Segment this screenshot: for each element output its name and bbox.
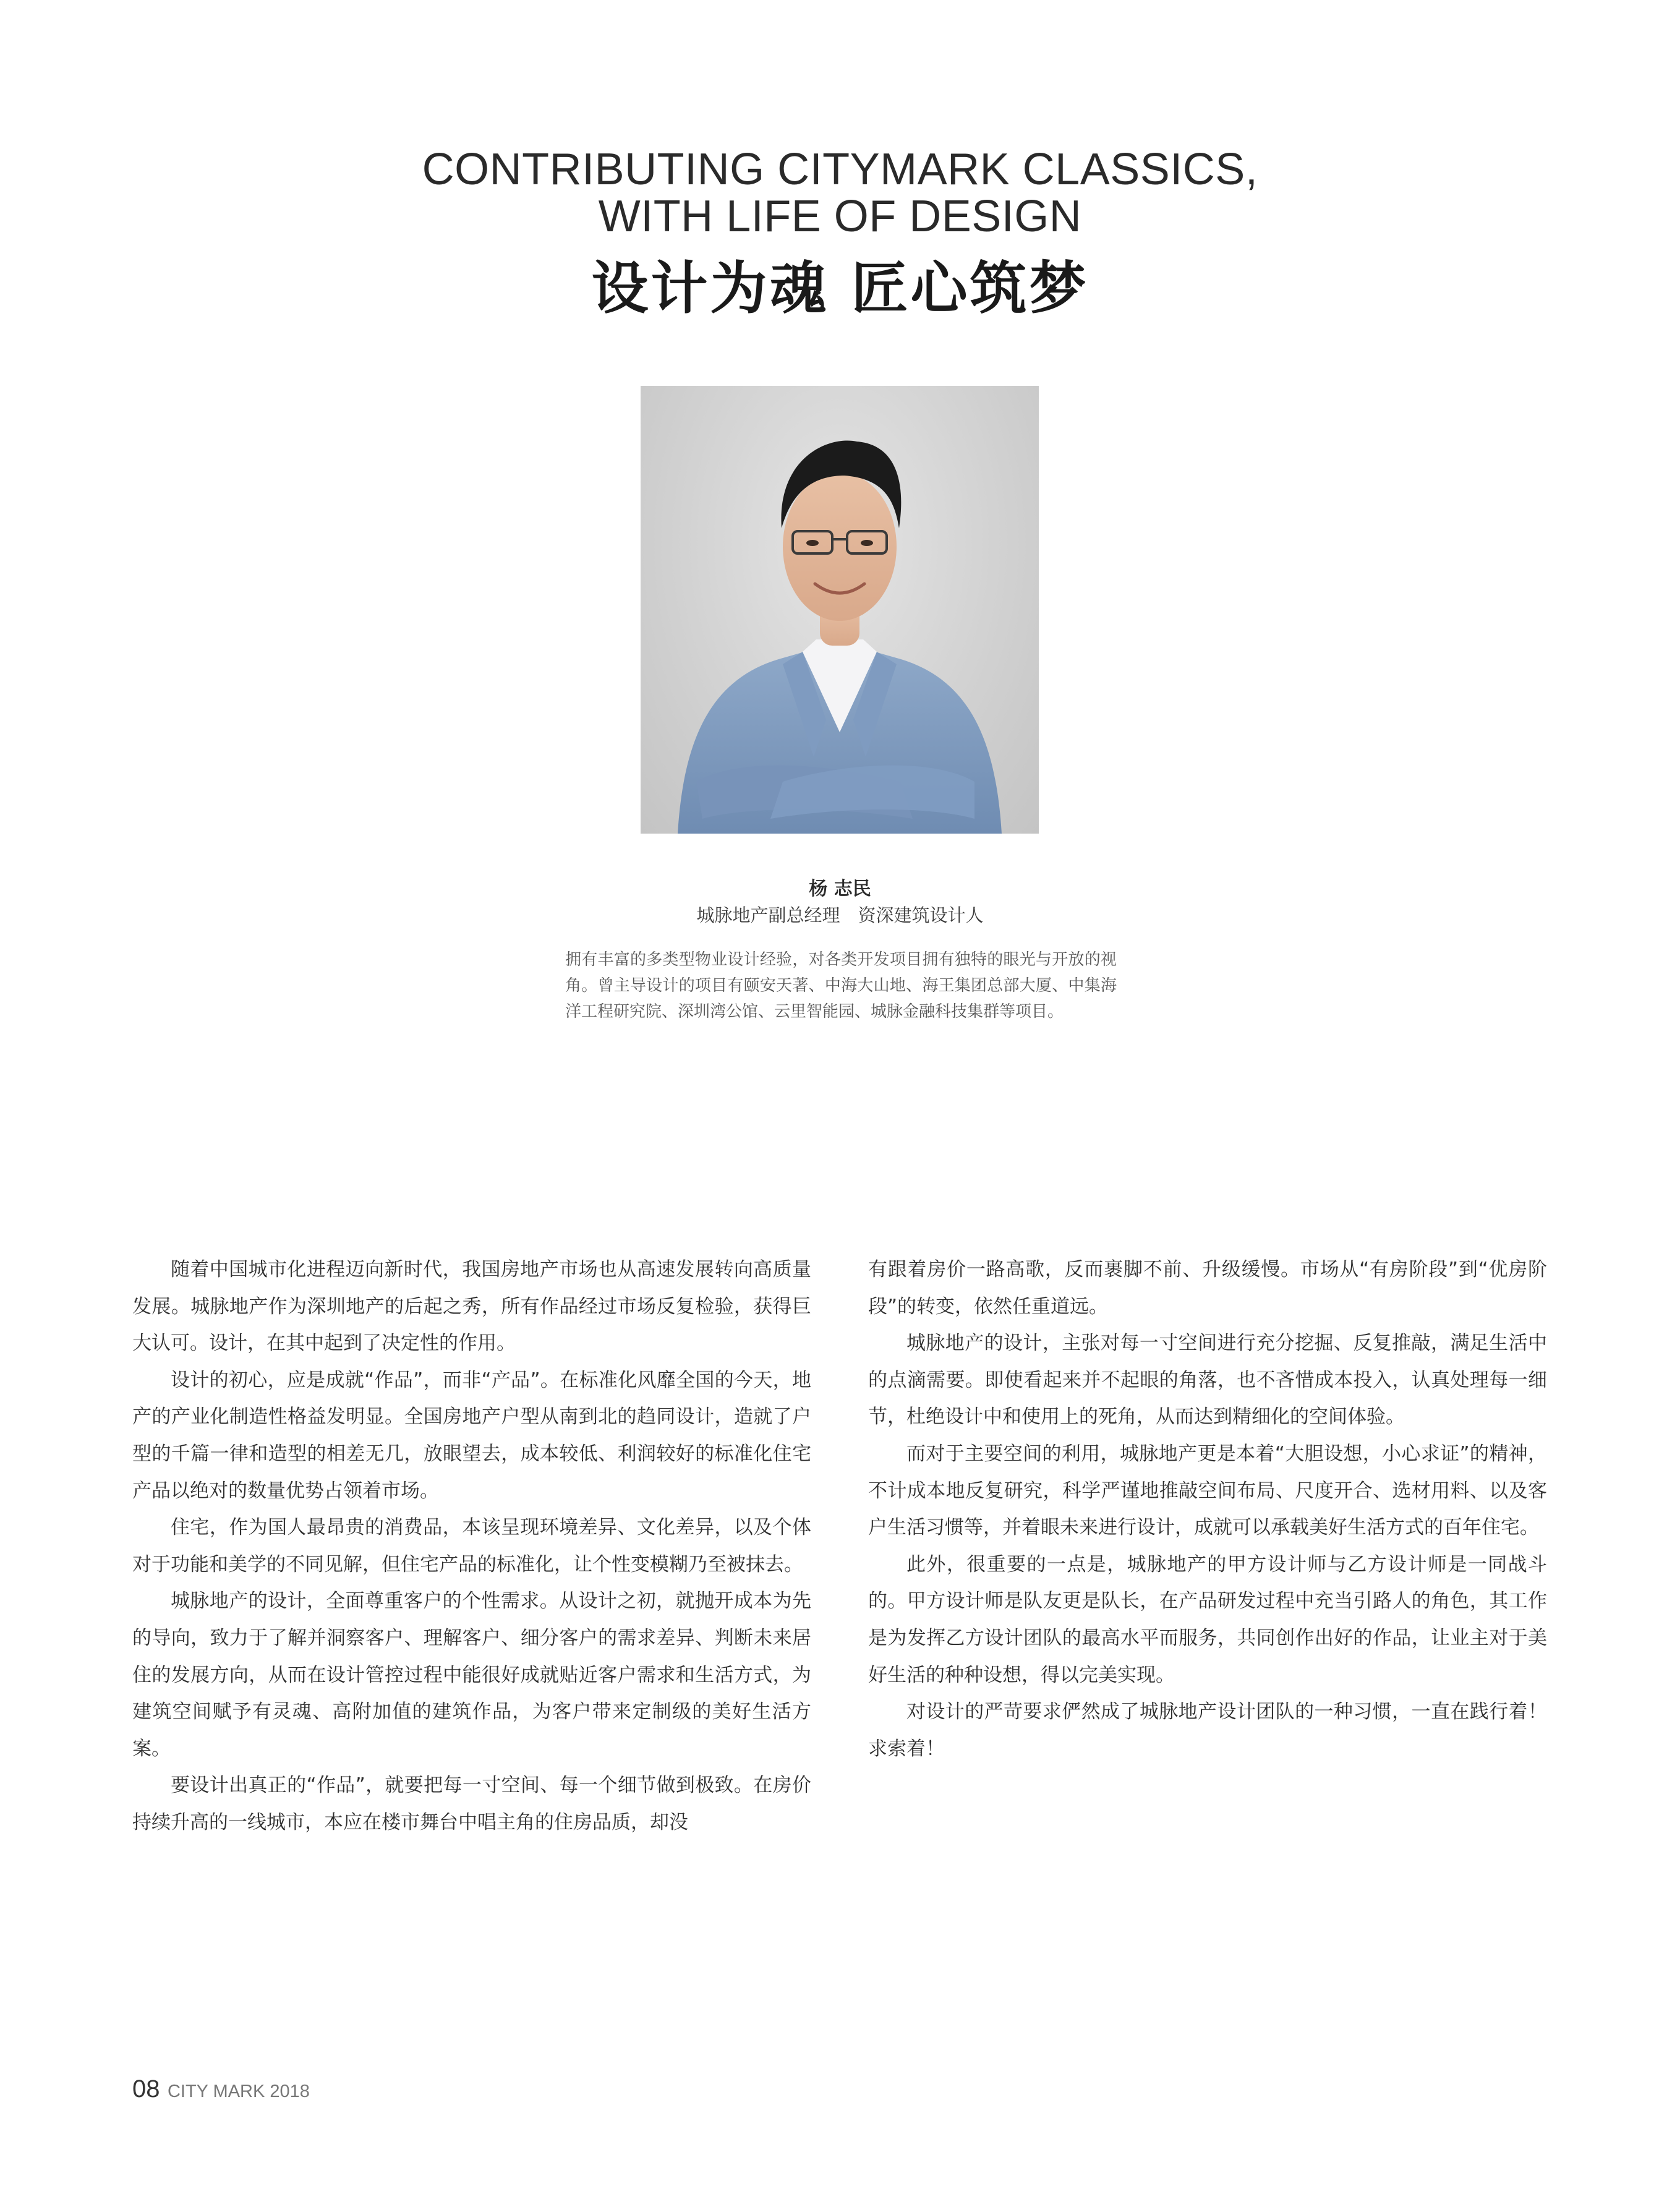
article-paragraph: 城脉地产的设计，全面尊重客户的个性需求。从设计之初，就抛开成本为先的导向，致力于了解并洞察客户、理解客户、细分客户的需求差异、判断未来居住的发展方向，从而在设计管控过程中能很好成就贴近客户需求和生活方式，为建筑空间赋予有灵魂、高附加值的建筑作品，为客户带来定制级的美好生活方案。	[132, 1590, 811, 1760]
page-number: 08	[132, 2075, 160, 2103]
article-paragraph: 随着中国城市化进程迈向新时代，我国房地产市场也从高速发展转向高质量发展。城脉地产作为深圳地产的后起之秀，所有作品经过市场反复检验，获得巨大认可。设计，在其中起到了决定性的作用。	[132, 1258, 811, 1355]
article-paragraph: 而对于主要空间的利用，城脉地产更是本着“大胆设想，小心求证”的精神，不计成本地反复研究，科学严谨地推敲空间布局、尺度开合、选材用料、以及客户生活习惯等，并着眼未来进行设计，成就可以承载美好生活方式的百年住宅。	[868, 1442, 1547, 1539]
person-title: 城脉地产副总经理 资深建筑设计人	[696, 905, 984, 926]
article-paragraph: 设计的初心，应是成就“作品”，而非“产品”。在标准化风靡全国的今天，地产的产业化制造性格益发明显。全国房地产户型从南到北的趋同设计，造就了户型的千篇一律和造型的相差无几，放眼望去，成本较低、利润较好的标准化住宅产品以绝对的数量优势占领着市场。	[132, 1369, 811, 1502]
title-english-line-2: WITH LIFE OF DESIGN	[598, 192, 1082, 241]
title-chinese: 设计为魂 匠心筑梦	[591, 255, 1089, 322]
article-paragraph: 对设计的严苛要求俨然成了城脉地产设计团队的一种习惯，一直在践行着！求索着！	[868, 1701, 1547, 1760]
article-paragraph: 要设计出真正的“作品”，就要把每一寸空间、每一个细节做到极致。在房价持续升高的一线城市，本应在楼市舞台中唱主角的住房品质，却没	[132, 1774, 811, 1834]
portrait-illustration	[641, 386, 1039, 834]
article-left-column	[132, 1252, 811, 1842]
article-right-column	[868, 1252, 1547, 1767]
person-name: 杨 志民	[809, 878, 871, 900]
person-bio: 拥有丰富的多类型物业设计经验，对各类开发项目拥有独特的眼光与开放的视角。曾主导设计的项目有颐安天著、中海大山地、海王集团总部大厦、中集海洋工程研究院、深圳湾公馆、云里智能园、城脉金融科技集群等项目。	[565, 950, 1117, 1021]
portrait-photo	[641, 386, 1039, 834]
article-paragraph: 住宅，作为国人最昂贵的消费品，本该呈现环境差异、文化差异，以及个体对于功能和美学的不同见解，但住宅产品的标准化，让个性变模糊乃至被抹去。	[132, 1516, 811, 1576]
title-english	[0, 146, 1680, 240]
page-footer	[132, 2075, 310, 2103]
magazine-name: CITY MARK 2018	[167, 2082, 310, 2101]
article-paragraph: 此外，很重要的一点是，城脉地产的甲方设计师与乙方设计师是一同战斗的。甲方设计师是队友更是队长，在产品研发过程中充当引路人的角色，其工作是为发挥乙方设计团队的最高水平而服务，共同创作出好的作品，让业主对于美好生活的种种设想，得以完美实现。	[868, 1553, 1547, 1686]
title-english-line-1: CONTRIBUTING CITYMARK CLASSICS,	[422, 145, 1258, 194]
article-paragraph: 城脉地产的设计，主张对每一寸空间进行充分挖掘、反复推敲，满足生活中的点滴需要。即使看起来并不起眼的角落，也不吝惜成本投入，认真处理每一细节，杜绝设计中和使用上的死角，从而达到精细化的空间体验。	[868, 1332, 1547, 1429]
article-paragraph-continued: 有跟着房价一路高歌，反而裹脚不前、升级缓慢。市场从“有房阶段”到“优房阶段”的转变，依然任重道远。	[868, 1258, 1547, 1318]
